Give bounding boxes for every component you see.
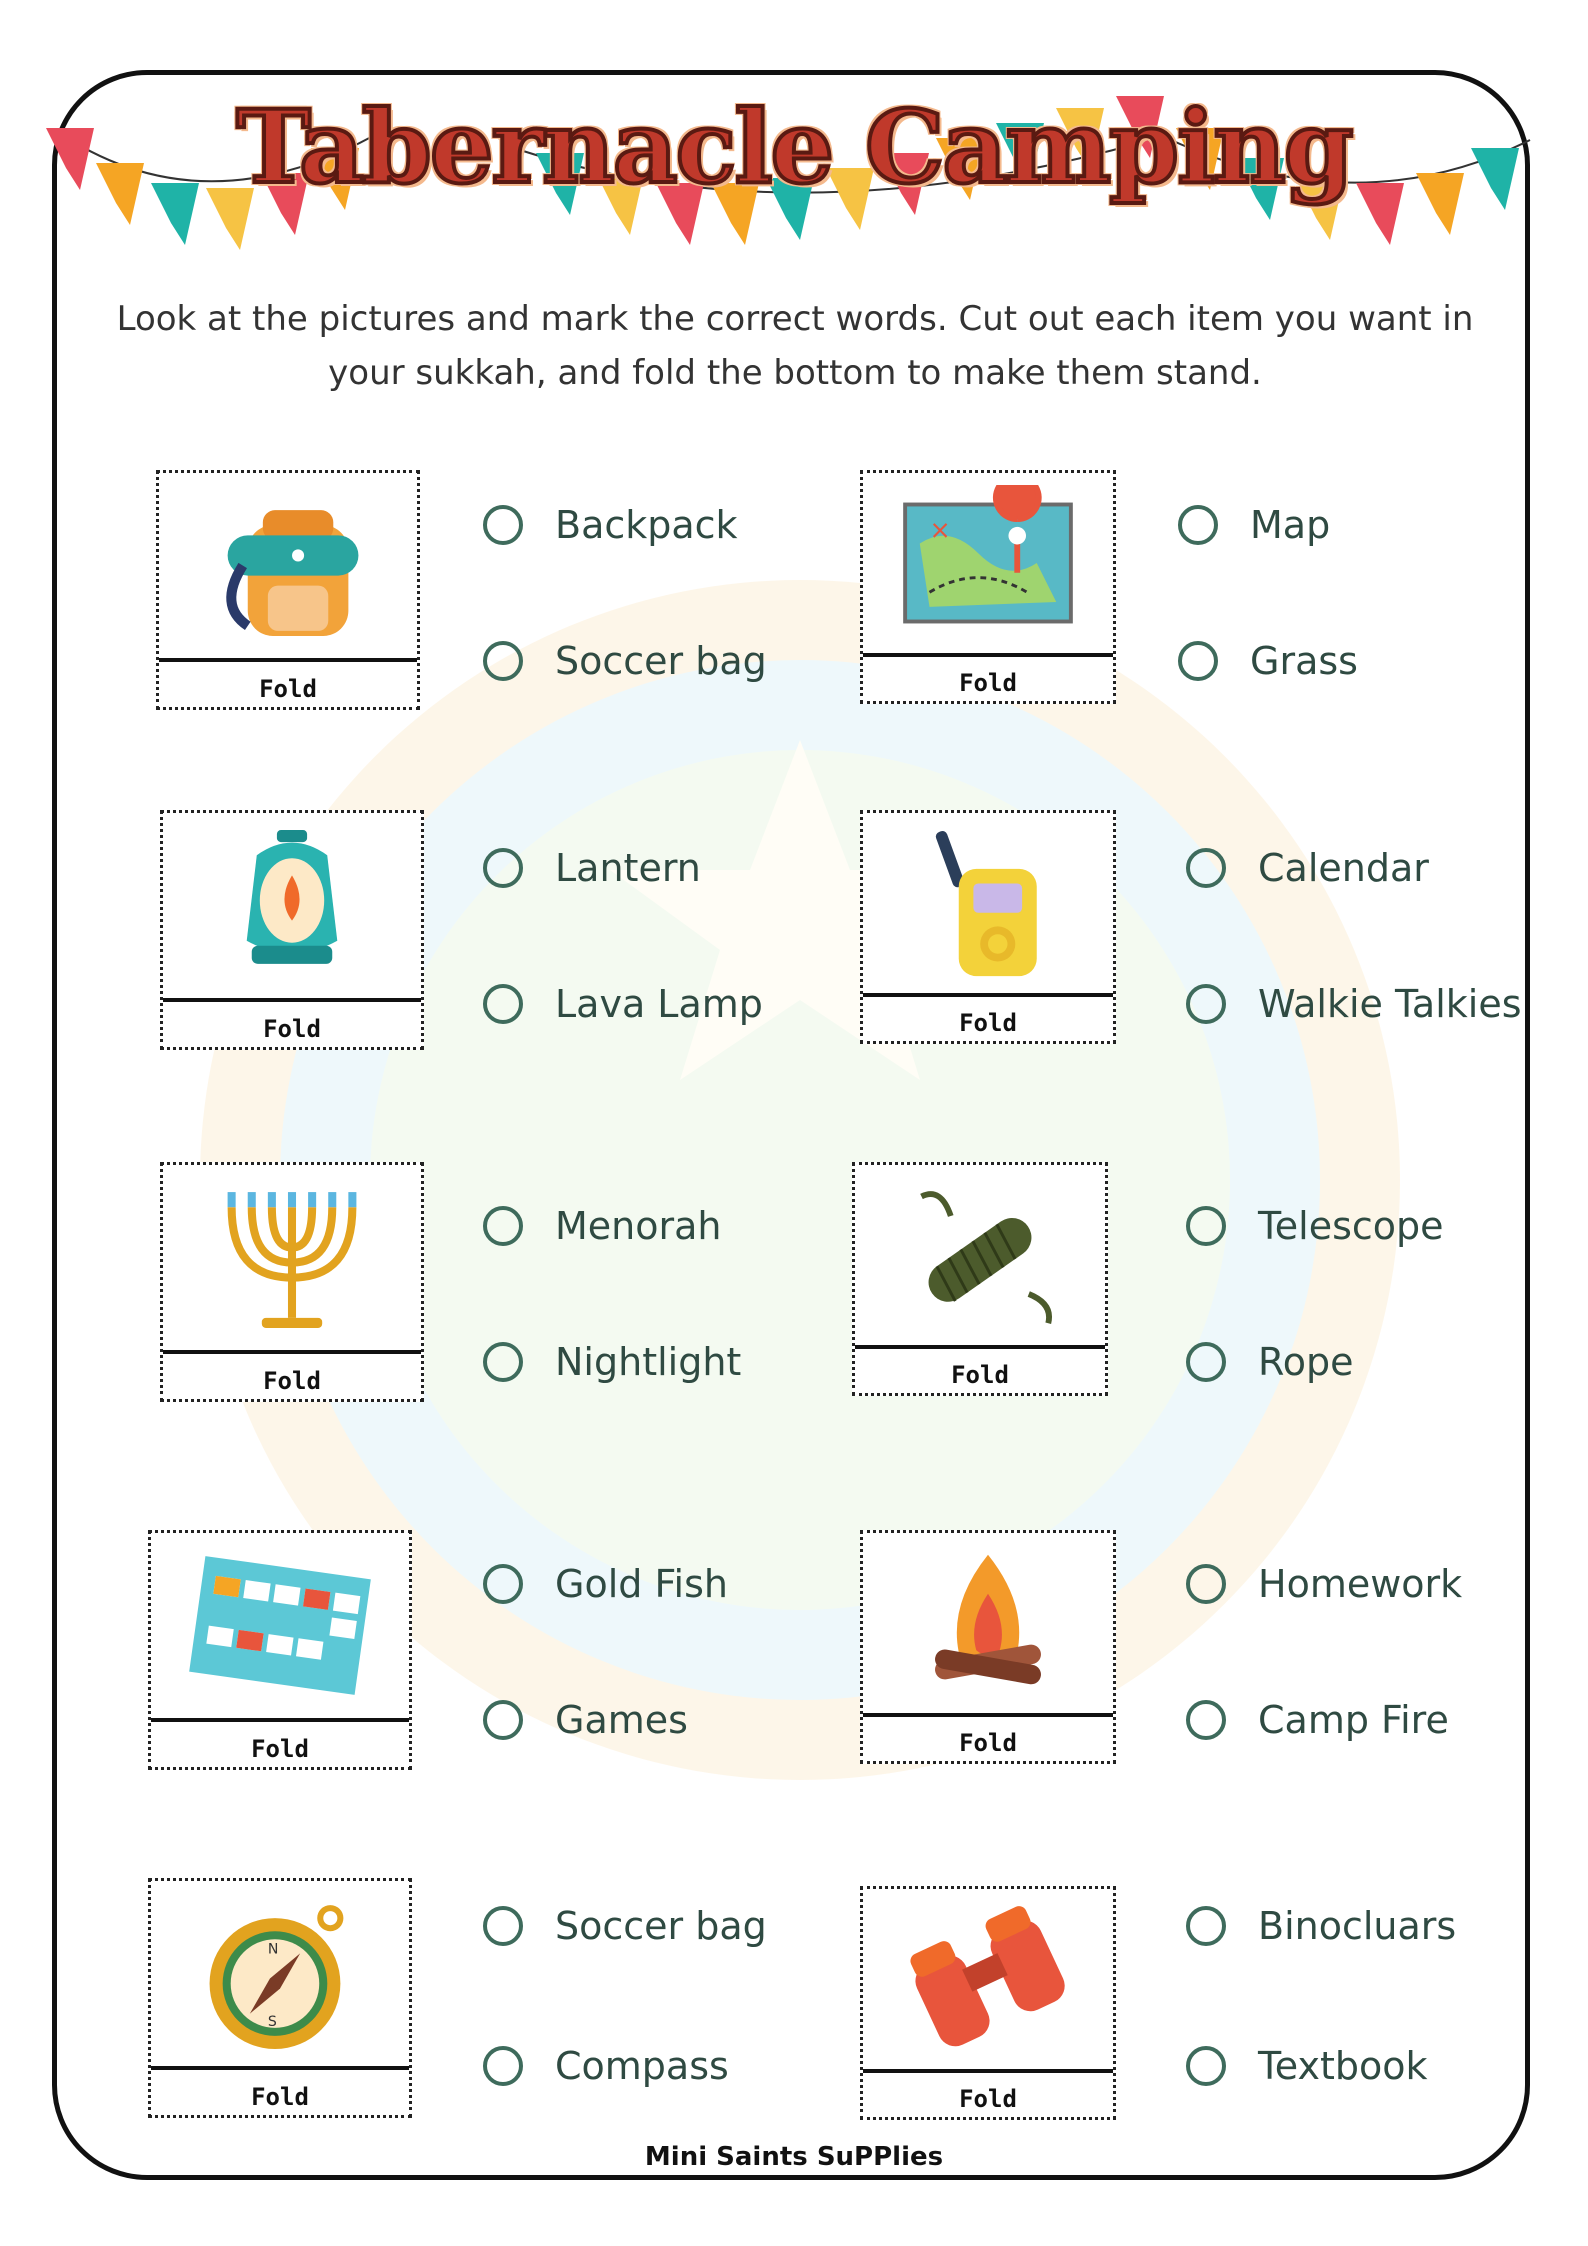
answer-option-label: Grass xyxy=(1250,639,1358,683)
answer-option[interactable] xyxy=(1178,639,1358,683)
cutout-card xyxy=(860,810,1116,1044)
answer-option-label: Telescope xyxy=(1258,1204,1444,1248)
fold-label: Fold xyxy=(259,675,317,703)
answer-option[interactable] xyxy=(483,982,763,1026)
answer-option[interactable] xyxy=(483,1562,728,1606)
radio-circle-icon[interactable] xyxy=(483,1700,523,1740)
radio-circle-icon[interactable] xyxy=(483,2046,523,2086)
fold-label: Fold xyxy=(959,2085,1017,2113)
answer-option[interactable] xyxy=(1186,846,1429,890)
answer-option[interactable] xyxy=(483,1698,688,1742)
walkie-talkie-icon xyxy=(863,813,1113,993)
answer-option[interactable] xyxy=(483,846,701,890)
fold-label: Fold xyxy=(251,2083,309,2111)
svg-text:×: × xyxy=(929,514,951,545)
radio-circle-icon[interactable] xyxy=(1186,2046,1226,2086)
cutout-card xyxy=(860,1530,1116,1764)
radio-circle-icon[interactable] xyxy=(1186,1906,1226,1946)
answer-option[interactable] xyxy=(1186,1904,1456,1948)
map-icon xyxy=(863,473,1113,653)
answer-option-label: Compass xyxy=(555,2044,729,2088)
lantern-icon xyxy=(163,813,421,998)
radio-circle-icon[interactable] xyxy=(483,641,523,681)
fold-line xyxy=(855,1345,1105,1349)
answer-option-label: Backpack xyxy=(555,503,738,547)
rope-icon xyxy=(855,1165,1105,1345)
answer-option[interactable] xyxy=(1186,1698,1449,1742)
radio-circle-icon[interactable] xyxy=(483,505,523,545)
fold-label: Fold xyxy=(251,1735,309,1763)
answer-option-label: Homework xyxy=(1258,1562,1463,1606)
answer-option[interactable] xyxy=(1178,503,1330,547)
answer-option[interactable] xyxy=(1186,1562,1462,1606)
backpack-icon xyxy=(159,473,417,658)
fold-label: Fold xyxy=(263,1367,321,1395)
fold-line xyxy=(163,998,421,1002)
cutout-card xyxy=(148,1530,412,1770)
svg-text:S: S xyxy=(267,2013,277,2030)
answer-option[interactable] xyxy=(1186,1204,1444,1248)
answer-option[interactable] xyxy=(483,1904,767,1948)
radio-circle-icon[interactable] xyxy=(1178,641,1218,681)
instructions-text: Look at the pictures and mark the correct words. Cut out each item you want in your sukkah, and fold the bottom to make them stand. xyxy=(116,299,1474,393)
fold-label: Fold xyxy=(263,1015,321,1043)
cutout-card xyxy=(148,1878,412,2118)
compass-icon xyxy=(151,1881,409,2066)
fold-line xyxy=(151,2066,409,2070)
radio-circle-icon[interactable] xyxy=(483,1906,523,1946)
answer-option[interactable] xyxy=(483,1204,722,1248)
radio-circle-icon[interactable] xyxy=(483,1342,523,1382)
footer-brand: Mini Saints SuPPlies xyxy=(644,2142,944,2172)
cutout-card xyxy=(156,470,420,710)
answer-option[interactable] xyxy=(483,639,767,683)
fold-line xyxy=(863,1713,1113,1717)
fold-line xyxy=(863,653,1113,657)
answer-option[interactable] xyxy=(1186,982,1522,1026)
radio-circle-icon[interactable] xyxy=(483,1206,523,1246)
radio-circle-icon[interactable] xyxy=(1186,1700,1226,1740)
board-game-icon xyxy=(151,1533,409,1718)
fold-line xyxy=(863,993,1113,997)
radio-circle-icon[interactable] xyxy=(483,848,523,888)
page-title: Tabernacle Camping xyxy=(236,88,1352,206)
answer-option-label: Menorah xyxy=(555,1204,722,1248)
campfire-icon xyxy=(863,1533,1113,1713)
fold-line xyxy=(163,1350,421,1354)
radio-circle-icon[interactable] xyxy=(483,1564,523,1604)
cutout-card xyxy=(860,1886,1116,2120)
menorah-icon xyxy=(163,1165,421,1350)
answer-option-label: Rope xyxy=(1258,1340,1354,1384)
svg-text:N: N xyxy=(267,1941,279,1958)
radio-circle-icon[interactable] xyxy=(1178,505,1218,545)
answer-option-label: Lava Lamp xyxy=(555,982,763,1026)
radio-circle-icon[interactable] xyxy=(483,984,523,1024)
answer-option-label: Soccer bag xyxy=(555,639,767,683)
answer-option-label: Walkie Talkies xyxy=(1258,982,1522,1026)
radio-circle-icon[interactable] xyxy=(1186,1564,1226,1604)
fold-label: Fold xyxy=(959,1729,1017,1757)
binoculars-icon xyxy=(863,1889,1113,2069)
answer-option[interactable] xyxy=(1186,1340,1353,1384)
cutout-card xyxy=(852,1162,1108,1396)
fold-label: Fold xyxy=(959,1009,1017,1037)
answer-option-label: Textbook xyxy=(1258,2044,1428,2088)
radio-circle-icon[interactable] xyxy=(1186,1206,1226,1246)
answer-option-label: Camp Fire xyxy=(1258,1698,1449,1742)
answer-option-label: Gold Fish xyxy=(555,1562,728,1606)
radio-circle-icon[interactable] xyxy=(1186,984,1226,1024)
answer-option-label: Nightlight xyxy=(555,1340,742,1384)
fold-line xyxy=(159,658,417,662)
answer-option[interactable] xyxy=(1186,2044,1427,2088)
answer-option[interactable] xyxy=(483,503,738,547)
cutout-card xyxy=(860,470,1116,704)
cutout-card xyxy=(160,810,424,1050)
radio-circle-icon[interactable] xyxy=(1186,1342,1226,1382)
answer-option-label: Map xyxy=(1250,503,1331,547)
answer-option-label: Lantern xyxy=(555,846,701,890)
answer-option[interactable] xyxy=(483,1340,741,1384)
fold-label: Fold xyxy=(951,1361,1009,1389)
fold-label: Fold xyxy=(959,669,1017,697)
answer-option[interactable] xyxy=(483,2044,729,2088)
radio-circle-icon[interactable] xyxy=(1186,848,1226,888)
fold-line xyxy=(863,2069,1113,2073)
answer-option-label: Binocluars xyxy=(1258,1904,1457,1948)
answer-option-label: Calendar xyxy=(1258,846,1429,890)
fold-line xyxy=(151,1718,409,1722)
answer-option-label: Soccer bag xyxy=(555,1904,767,1948)
answer-option-label: Games xyxy=(555,1698,688,1742)
cutout-card xyxy=(160,1162,424,1402)
